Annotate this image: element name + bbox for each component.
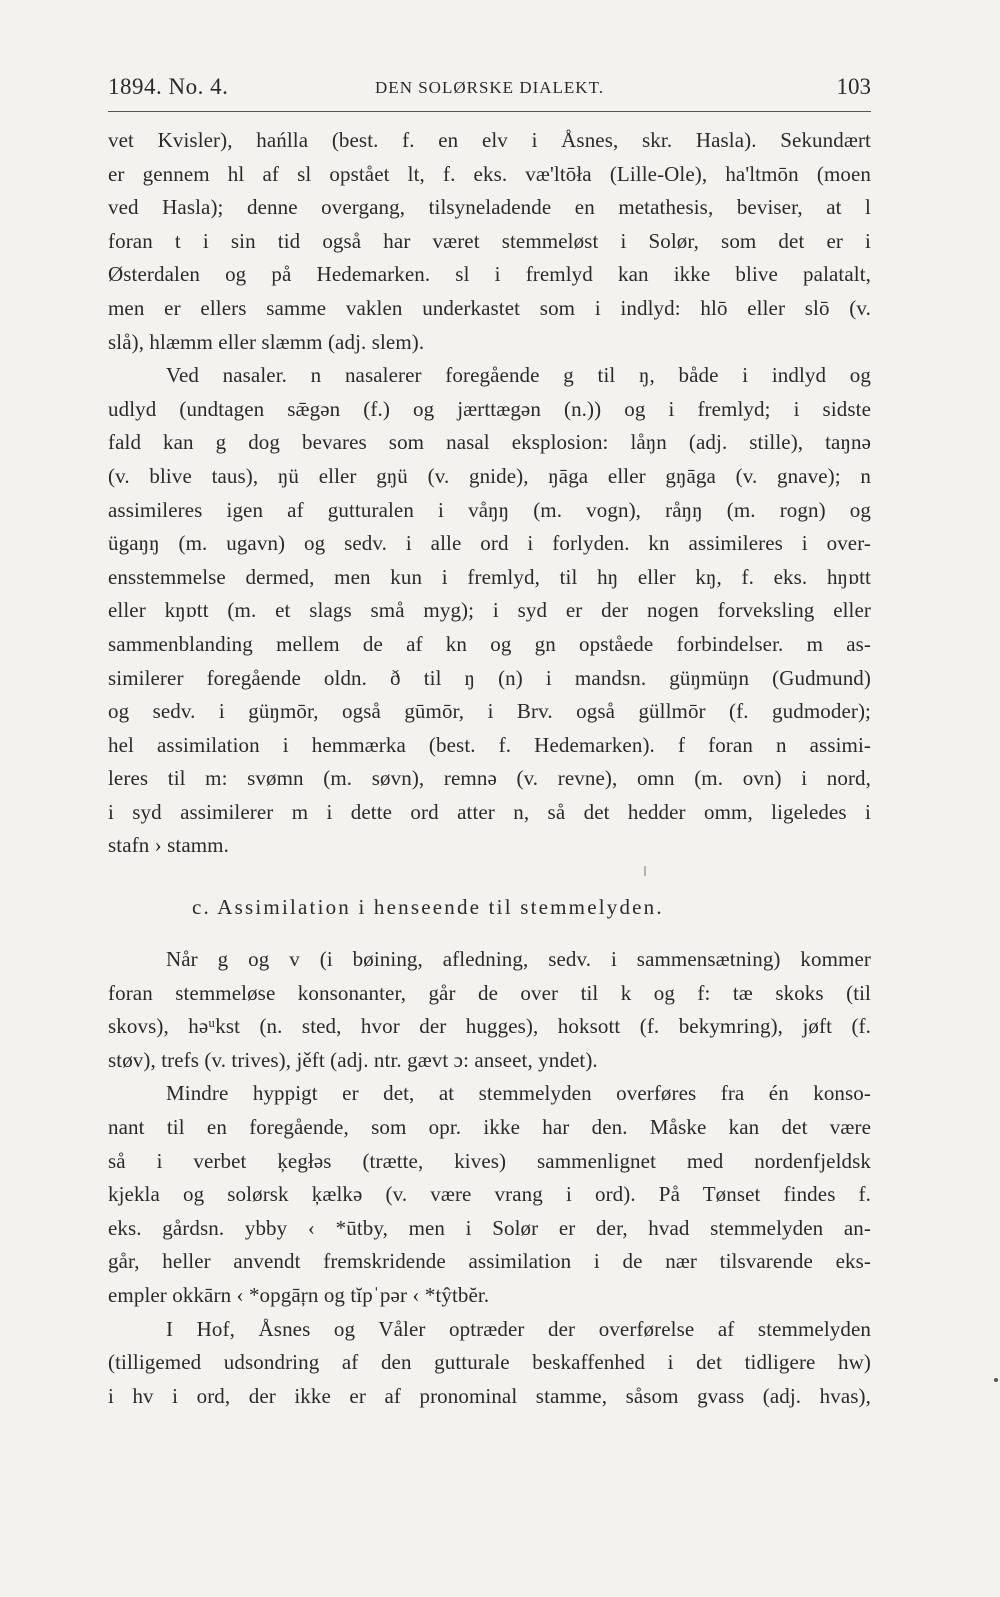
- text-line: sammenblanding mellem de af kn og gn opståede forbindelser. m as-: [108, 631, 871, 656]
- text-line: leres til m: svømn (m. søvn), remnə (v. revne), omn (m. ovn) i nord,: [108, 766, 871, 791]
- text-line: similerer foregående oldn. ð til ŋ (n) i mandsn. güŋmüŋn (Gudmund): [108, 665, 871, 690]
- text-line: i hv i ord, der ikke er af pronominal stamme, såsom gvass (adj. hvas),: [108, 1383, 871, 1408]
- text-line: Når g og v (i bøining, afledning, sedv. i sammensætning) kommer: [166, 947, 871, 972]
- text-line: Østerdalen og på Hedemarken. sl i fremlyd kan ikke blive palatalt,: [108, 262, 871, 287]
- text-line: foran t i sin tid også har været stemmeløst i Solør, som det er i: [108, 228, 871, 253]
- text-line: eller kŋɒtt (m. et slags små myg); i syd er der nogen forveksling eller: [108, 598, 871, 623]
- print-speck: [644, 866, 646, 876]
- text-line: I Hof, Åsnes og Våler optræder der overførelse af stemmelyden: [166, 1316, 871, 1341]
- text-line: ensstemmelse dermed, men kun i fremlyd, til hŋ eller kŋ, f. eks. hŋɒtt: [108, 564, 871, 589]
- text-line: (v. blive taus), ŋü eller gŋü (v. gnide), ŋāga eller gŋāga (v. gnave); n: [108, 463, 871, 488]
- text-line: eks. gårdsn. ybby ‹ *ūtby, men i Solør er der, hvad stemmelyden an-: [108, 1215, 871, 1240]
- text-line: ügaŋŋ (m. ugavn) og sedv. i alle ord i forlyden. kn assimileres i over-: [108, 531, 871, 556]
- text-line: foran stemmeløse konsonanter, går de over til k og f: tæ skoks (til: [108, 980, 871, 1005]
- issue-label: 1894. No. 4.: [108, 74, 229, 99]
- text-line: og sedv. i güŋmōr, også gūmōr, i Brv. også güllmōr (f. gudmoder);: [108, 699, 871, 724]
- text-line: fald kan g dog bevares som nasal eksplosion: låŋn (adj. stille), taŋnə: [108, 430, 871, 455]
- running-head: [108, 70, 871, 110]
- paragraph: [108, 1313, 871, 1414]
- page-number: 103: [836, 74, 871, 99]
- text-line: ved Hasla); denne overgang, tilsyneladende en metathesis, beviser, at l: [108, 195, 871, 220]
- paragraph: [108, 1077, 871, 1312]
- text-line: nant til en foregående, som opr. ikke har den. Måske kan det være: [108, 1115, 871, 1140]
- text-line: vet Kvisler), hańlla (best. f. en elv i Åsnes, skr. Hasla). Sekundært: [108, 128, 871, 152]
- header-rule: [108, 111, 871, 112]
- text-line: er gennem hl af sl opstået lt, f. eks. væ'ltōła (Lille-Ole), ha'ltmōn (moen: [108, 161, 871, 186]
- text-line: slå), hlæmm eller slæmm (adj. slem).: [108, 329, 425, 354]
- text-line: (tilligemed udsondring af den gutturale beskaffenhed i det tidligere hw): [108, 1350, 871, 1375]
- text-line: men er ellers samme vaklen underkastet som i indlyd: hlō eller slō (v.: [108, 295, 871, 320]
- section-heading: c. Assimilation i henseende til stemmelyden.: [192, 895, 664, 920]
- text-line: støv), trefs (v. trives), jěft (adj. ntr. gævt ɔ: anseet, yndet).: [108, 1047, 598, 1072]
- text-line: Mindre hyppigt er det, at stemmelyden overføres fra én konso-: [166, 1081, 871, 1106]
- text-line: udlyd (undtagen sǣgən (f.) og jærttægən (n.)) og i fremlyd; i sidste: [108, 396, 871, 421]
- text-line: empler okkārn ‹ *opgāŗn og tĭpˈpər ‹ *tŷtbĕr.: [108, 1283, 490, 1307]
- text-line: så i verbet ķegłəs (trætte, kives) sammenlignet med nordenfjeldsk: [108, 1148, 871, 1173]
- paragraph: [108, 359, 871, 863]
- text-line: går, heller anvendt fremskridende assimilation i de nær tilsvarende eks-: [108, 1249, 871, 1274]
- print-speck: [994, 1378, 998, 1382]
- text-line: i syd assimilerer m i dette ord atter n, så det hedder omm, ligeledes i: [108, 799, 871, 824]
- paragraph: [108, 943, 871, 1077]
- body-text: [108, 124, 871, 1413]
- text-line: stafn › stamm.: [108, 833, 229, 858]
- text-line: kjekla og solørsk ķælkə (v. være vrang i ord). På Tønset findes f.: [108, 1182, 871, 1207]
- paragraph: [108, 124, 871, 359]
- text-line: assimileres igen af gutturalen i våŋŋ (m. vogn), råŋŋ (m. rogn) og: [108, 497, 871, 522]
- running-title: DEN SOLØRSKE DIALEKT.: [375, 78, 604, 97]
- text-line: skovs), həᵘkst (n. sted, hvor der hugges), hoksott (f. bekymring), jøft (f.: [108, 1014, 871, 1039]
- text-line: Ved nasaler. n nasalerer foregående g til ŋ, både i indlyd og: [166, 363, 871, 388]
- text-line: hel assimilation i hemmærka (best. f. Hedemarken). f foran n assimi-: [108, 732, 871, 757]
